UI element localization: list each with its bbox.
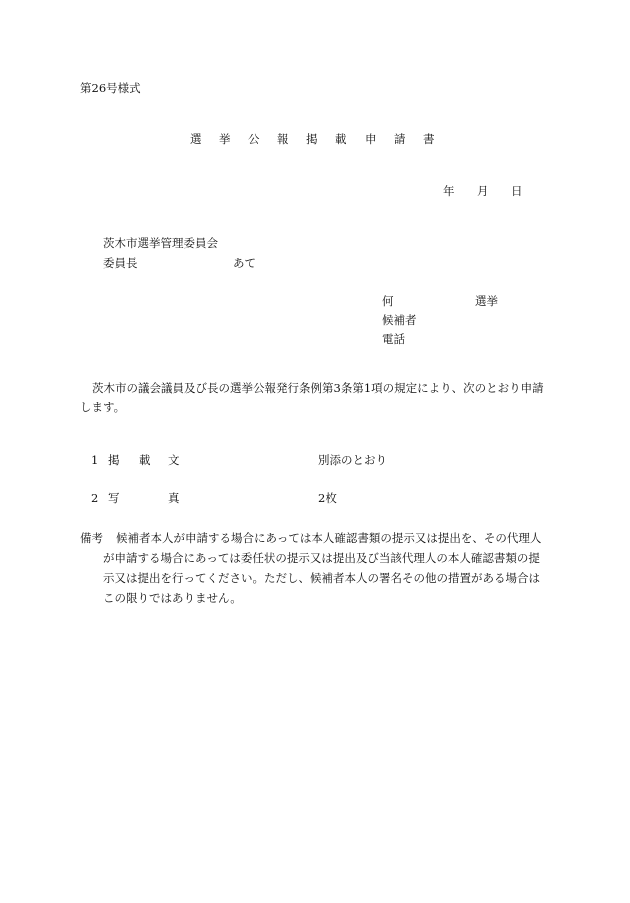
title-char: 挙 [219,132,231,146]
title-char: 選 [190,132,202,146]
addressee-org: 茨木市選挙管理委員会 [103,236,218,250]
item-2-label-char: 真 [168,491,180,505]
item-1-label-char: 掲 [108,453,120,467]
remark-line-4: この限りではありません。 [103,591,242,605]
title-char: 請 [394,132,406,146]
title-char: 掲 [306,132,318,146]
election-prefix: 何 [382,294,394,308]
body-line-1: 茨木市の議会議員及び長の選挙公報発行条例第3条第1項の規定により、次のとおり申請 [92,381,544,395]
addressee-chair: 委員長 [103,256,138,270]
item-2-label-char: 写 [108,491,120,505]
remark-line-1: 候補者本人が申請する場合にあっては本人確認書類の提示又は提出を、その代理人 [116,531,542,545]
title-char: 報 [277,132,289,146]
item-1-number: 1 [91,453,99,467]
date-month: 月 [477,184,489,198]
item-1-label-char: 載 [139,453,151,467]
remark-label: 備考 [80,531,103,545]
election-suffix: 選挙 [475,294,498,308]
title-char: 載 [335,132,347,146]
item-1-value: 別添のとおり [318,453,387,467]
title-char: 公 [248,132,260,146]
item-2-value: 2枚 [318,491,337,505]
item-2-number: 2 [91,491,99,505]
date-year: 年 [443,184,455,198]
remark-line-3: 示又は提出を行ってください。ただし、候補者本人の署名その他の措置がある場合は [103,571,540,585]
title-char: 書 [423,132,435,146]
title-char: 申 [365,132,377,146]
candidate-label: 候補者 [382,313,417,327]
phone-label: 電話 [382,332,405,346]
date-day: 日 [511,184,523,198]
form-number: 第26号様式 [80,81,141,95]
body-line-2: します。 [80,400,126,414]
remark-line-2: が申請する場合にあっては委任状の提示又は提出及び当該代理人の本人確認書類の提 [103,551,540,565]
addressee-ate: あて [233,256,256,270]
item-1-label-char: 文 [168,453,180,467]
